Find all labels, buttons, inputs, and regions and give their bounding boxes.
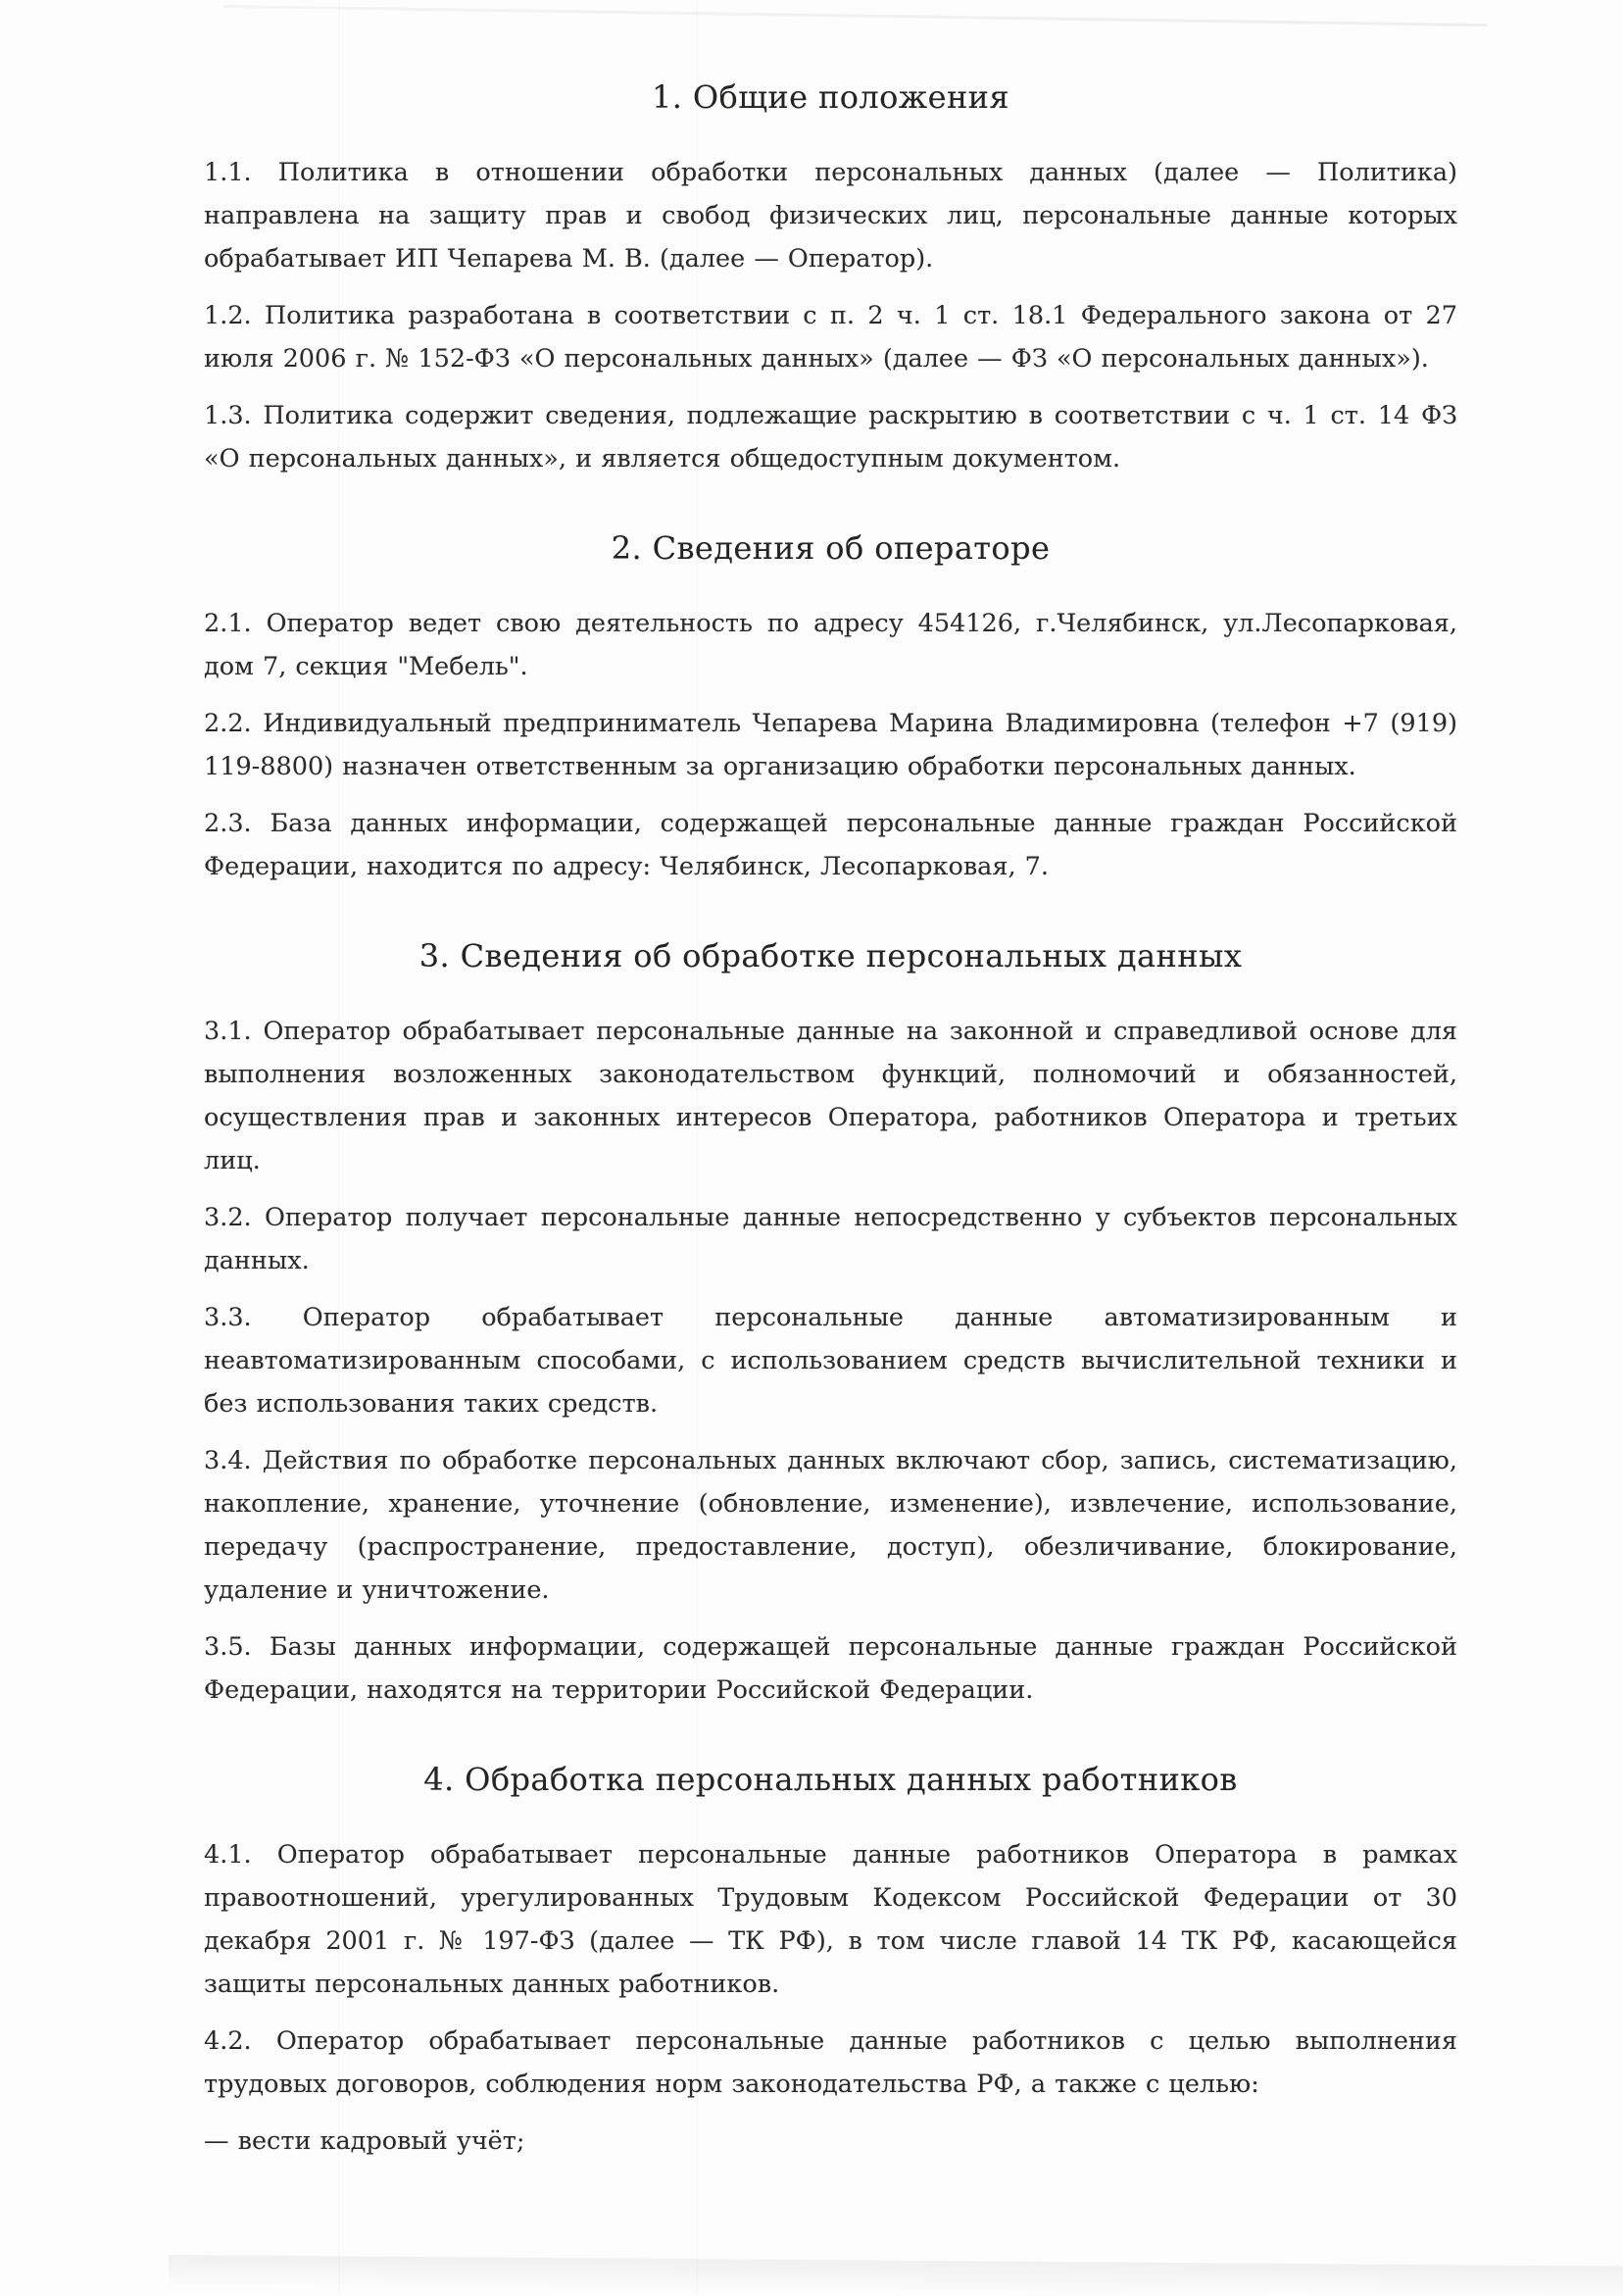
paragraph-3-1: 3.1. Оператор обрабатывает персональные данные на законной и справедливой основе для выполнения возложенных законодательством функций, полномочий и обязанностей, осуществления прав и законных интересов Оператора, работников Оператора и третьих лиц. <box>204 1017 1457 1175</box>
paragraph-1-3: 1.3. Политика содержит сведения, подлежащие раскрытию в соответствии с ч. 1 ст. 14 ФЗ «О персональных данных», и является общедоступным документом. <box>204 401 1457 474</box>
section-operator-info <box>204 527 1457 888</box>
paragraph-4-2: 4.2. Оператор обрабатывает персональные данные работников с целью выполнения трудовых договоров, соблюдения норм законодательства РФ, а также с целью: <box>204 2026 1457 2099</box>
paragraph-2-1: 2.1. Оператор ведет свою деятельность по адресу 454126, г.Челябинск, ул.Лесопарковая, дом 7, секция "Мебель". <box>204 609 1457 681</box>
paragraph-3-3: 3.3. Оператор обрабатывает персональные данные автоматизированным и неавтоматизированным способами, с использованием средств вычислительной техники и без использования таких средств. <box>204 1303 1457 1419</box>
section-heading-processing-info: 3. Сведения об обработке персональных данных <box>418 937 1243 974</box>
paragraph-1-2: 1.2. Политика разработана в соответствии с п. 2 ч. 1 ст. 18.1 Федерального закона от 27 июля 2006 г. № 152-ФЗ «О персональных данных» (далее — ФЗ «О персональных данных»). <box>204 301 1457 374</box>
section-processing-info <box>204 935 1457 1712</box>
section-employee-data <box>204 1759 1457 2163</box>
paragraph-3-2: 3.2. Оператор получает персональные данные непосредственно у субъектов персональных данных. <box>204 1203 1457 1275</box>
paragraph-1-1: 1.1. Политика в отношении обработки персональных данных (далее — Политика) направлена на защиту прав и свобод физических лиц, персональные данные которых обрабатывает ИП Чепарева М. В. (далее — Оператор). <box>204 158 1457 274</box>
section-heading-operator-info: 2. Сведения об операторе <box>611 529 1051 567</box>
paragraph-4-1: 4.1. Оператор обрабатывает персональные данные работников Оператора в рамках правоотношений, урегулированных Трудовым Кодексом Российской Федерации от 30 декабря 2001 г. № 197-ФЗ (далее — ТК РФ), в том числе главой 14 ТК РФ, касающейся защиты персональных данных работников. <box>204 1840 1457 1999</box>
list-item-personnel-records: — вести кадровый учёт; <box>204 2126 525 2156</box>
section-general-provisions <box>204 76 1457 480</box>
paragraph-2-3: 2.3. База данных информации, содержащей персональные данные граждан Российской Федерации, находится по адресу: Челябинск, Лесопарковая, 7. <box>204 809 1457 881</box>
paragraph-3-4: 3.4. Действия по обработке персональных данных включают сбор, запись, систематизацию, накопление, хранение, уточнение (обновление, изменение), извлечение, использование, передачу (распространение, предоставление, доступ), обезличивание, блокирование, удаление и уничтожение. <box>204 1446 1457 1605</box>
section-heading-employee-data: 4. Обработка персональных данных работников <box>423 1761 1238 1798</box>
section-heading-general-provisions: 1. Общие положения <box>652 78 1009 116</box>
paragraph-2-2: 2.2. Индивидуальный предприниматель Чепарева Марина Владимировна (телефон +7 (919) 119-8800) назначен ответственным за организацию обработки персональных данных. <box>204 709 1457 781</box>
paragraph-3-5: 3.5. Базы данных информации, содержащей персональные данные граждан Российской Федерации, находятся на территории Российской Федерации. <box>204 1632 1457 1705</box>
